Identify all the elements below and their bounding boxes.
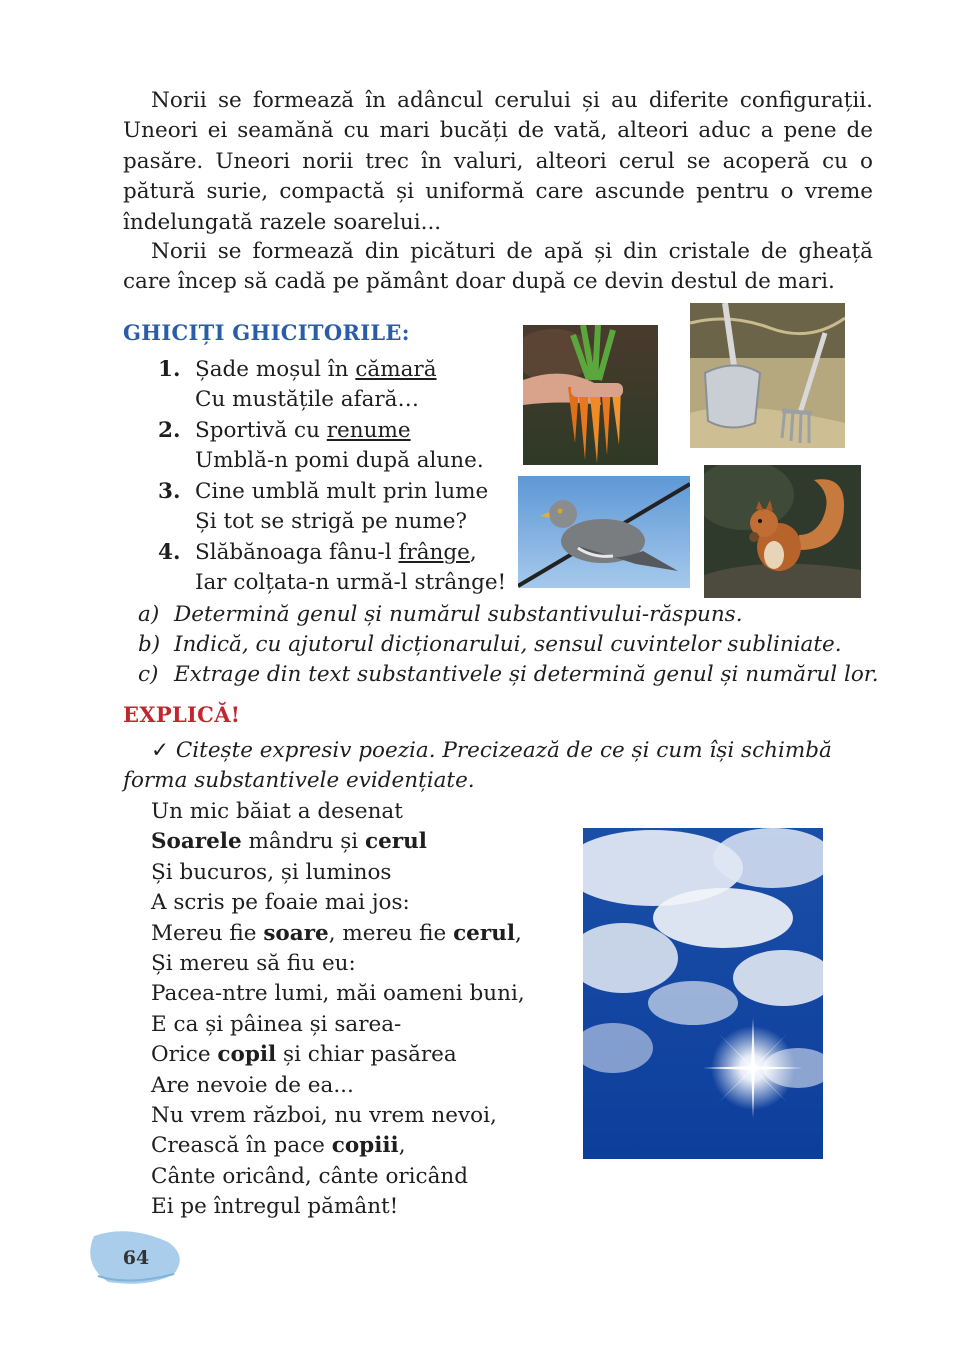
explain-heading: EXPLICĂ! [123, 702, 241, 727]
page-number: 64 [122, 1247, 150, 1269]
riddle-3: 3. Cine umblă mult prin lume Și tot se strigă pe nume? [158, 479, 489, 535]
poem [151, 797, 525, 1222]
cuckoo-photo [518, 476, 690, 588]
underlined-word: renume [326, 418, 411, 443]
poem-instruction: ✓ Citește expresiv poezia. Precizează de ce și cum își schimbă forma substantivele evidențiate. [123, 738, 832, 794]
poem-line: Un mic băiat a desenat [151, 799, 403, 824]
underlined-word: cămară [355, 357, 437, 382]
carrots-photo [523, 325, 658, 465]
task-c: c) Extrage din text substantivele și determină genul și numărul lor. [138, 662, 879, 687]
squirrel-photo [704, 465, 861, 598]
riddle-4: 4. Slăbănoaga fânu-l frânge, Iar colțata-n urmă-l strânge! [158, 540, 507, 596]
poem-line: Soarele mândru și cerul [151, 829, 427, 855]
riddles-heading: GHICIȚI GHICITORILE: [123, 320, 410, 345]
poem-line: A scris pe foaie mai jos: [151, 890, 410, 916]
intro-paragraph-2: Norii se formează din picături de apă și din cristale de gheață care încep să cadă pe pământ doar după ce devin destul de mari. [123, 239, 873, 295]
poem-line: Crească în pace copiii, [151, 1133, 406, 1159]
intro-paragraph-1: Norii se formează în adâncul cerului și au diferite configurații. Uneori ei seamănă cu mari bucăți de vată, alteori aduc a pene de pasăre. Uneori norii trec în valuri, alteori cerul se acoperă cu o pătură surie, compactă și uniformă care ascunde pentru o vreme îndelungată razele soarelui... [123, 88, 873, 235]
riddle-2: 2. Sportivă cu renume Umblă-n pomi după alune. [158, 418, 484, 474]
poem-line: Pacea-ntre lumi, măi oameni buni, [151, 981, 525, 1007]
poem-line: Are nevoie de ea... [151, 1072, 354, 1098]
poem-line: Și mereu să fiu eu: [151, 950, 356, 976]
task-a: a) Determină genul și numărul substantivului-răspuns. [138, 602, 743, 627]
poem-line: Orice copil și chiar pasărea [151, 1042, 457, 1068]
poem-line: Ei pe întregul pământ! [151, 1194, 399, 1220]
poem-line: Mereu fie soare, mereu fie cerul, [151, 920, 522, 946]
shovel-pitchfork-photo [690, 303, 845, 448]
poem-line: E ca și pâinea și sarea- [151, 1011, 402, 1037]
sky-sun-photo [583, 828, 823, 1159]
task-b: b) Indică, cu ajutorul dicționarului, sensul cuvintelor subliniate. [138, 632, 842, 657]
underlined-word: frânge [398, 540, 470, 565]
checkmark-icon: ✓ [151, 738, 170, 763]
poem-line: Și bucuros, și luminos [151, 859, 392, 885]
poem-line: Cânte oricând, cânte oricând [151, 1163, 469, 1189]
poem-line: Nu vrem război, nu vrem nevoi, [151, 1102, 497, 1128]
riddle-1: 1. Șade moșul în cămară Cu mustățile afară… [158, 357, 437, 413]
